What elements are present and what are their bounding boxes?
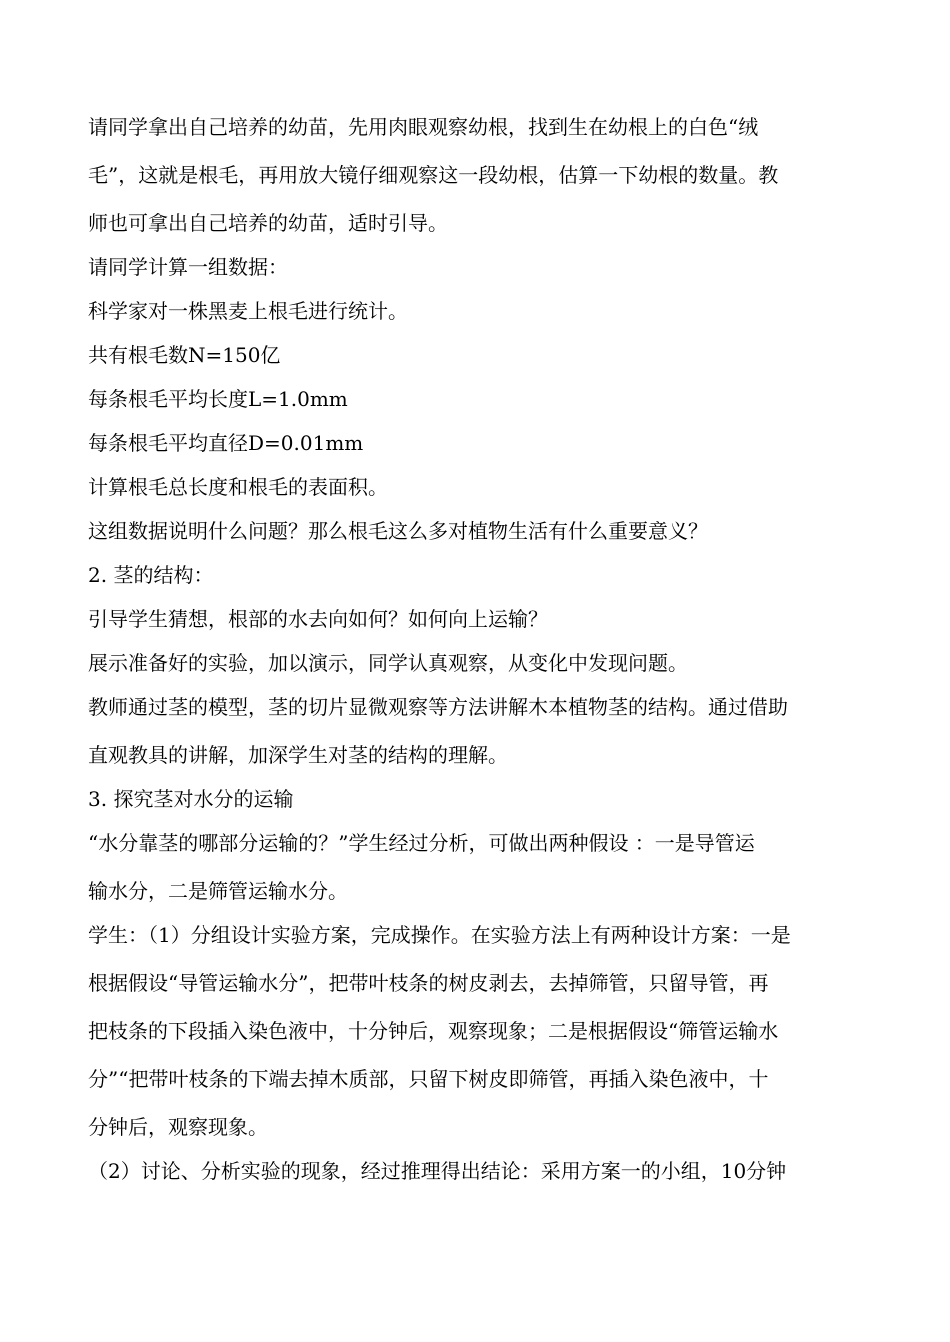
section-heading: 3. 探究茎对水分的运输 <box>88 787 294 811</box>
text-line: 请同学计算一组数据： <box>88 255 288 279</box>
text-line: “水分靠茎的哪部分运输的？”学生经过分析，可做出两种假设 ：一是导管运 <box>88 831 755 855</box>
text-line: 分钟后，观察现象。 <box>88 1115 268 1139</box>
text-line: 师也可拿出自己培养的幼苗，适时引导。 <box>88 211 448 235</box>
text-line: 科学家对一株黑麦上根毛进行统计。 <box>88 299 408 323</box>
text-line: 每条根毛平均直径D=0.01mm <box>88 431 364 455</box>
text-line: 分”“把带叶枝条的下端去掉木质部，只留下树皮即筛管，再插入染色液中，十 <box>88 1067 769 1091</box>
text-line: 计算根毛总长度和根毛的表面积。 <box>88 475 388 499</box>
text-line: 请同学拿出自己培养的幼苗，先用肉眼观察幼根，找到生在幼根上的白色“绒 <box>88 115 759 139</box>
text-line: 把枝条的下段插入染色液中，十分钟后，观察现象；二是根据假设“筛管运输水 <box>88 1019 779 1043</box>
text-line: 输水分，二是筛管运输水分。 <box>88 879 348 903</box>
text-line: 教师通过茎的模型，茎的切片显微观察等方法讲解木本植物茎的结构。通过借助 <box>88 695 788 719</box>
text-line: （2）讨论、分析实验的现象，经过推理得出结论：采用方案一的小组，10分钟 <box>88 1159 787 1183</box>
text-line: 每条根毛平均长度L=1.0mm <box>88 387 348 411</box>
text-line: 直观教具的讲解，加深学生对茎的结构的理解。 <box>88 743 508 767</box>
text-line: 这组数据说明什么问题？那么根毛这么多对植物生活有什么重要意义？ <box>88 519 708 543</box>
text-line: 学生：（1）分组设计实验方案，完成操作。在实验方法上有两种设计方案：一是 <box>88 923 791 947</box>
text-line: 共有根毛数N=150亿 <box>88 343 281 367</box>
text-line: 展示准备好的实验，加以演示，同学认真观察，从变化中发现问题。 <box>88 651 688 675</box>
body-text <box>88 115 862 1184</box>
text-line: 引导学生猜想，根部的水去向如何？如何向上运输？ <box>88 607 548 631</box>
section-heading: 2. 茎的结构： <box>88 563 214 587</box>
text-line: 毛”，这就是根毛，再用放大镜仔细观察这一段幼根，估算一下幼根的数量。教 <box>88 163 779 187</box>
text-line: 根据假设“导管运输水分”，把带叶枝条的树皮剥去，去掉筛管，只留导管，再 <box>88 971 769 995</box>
